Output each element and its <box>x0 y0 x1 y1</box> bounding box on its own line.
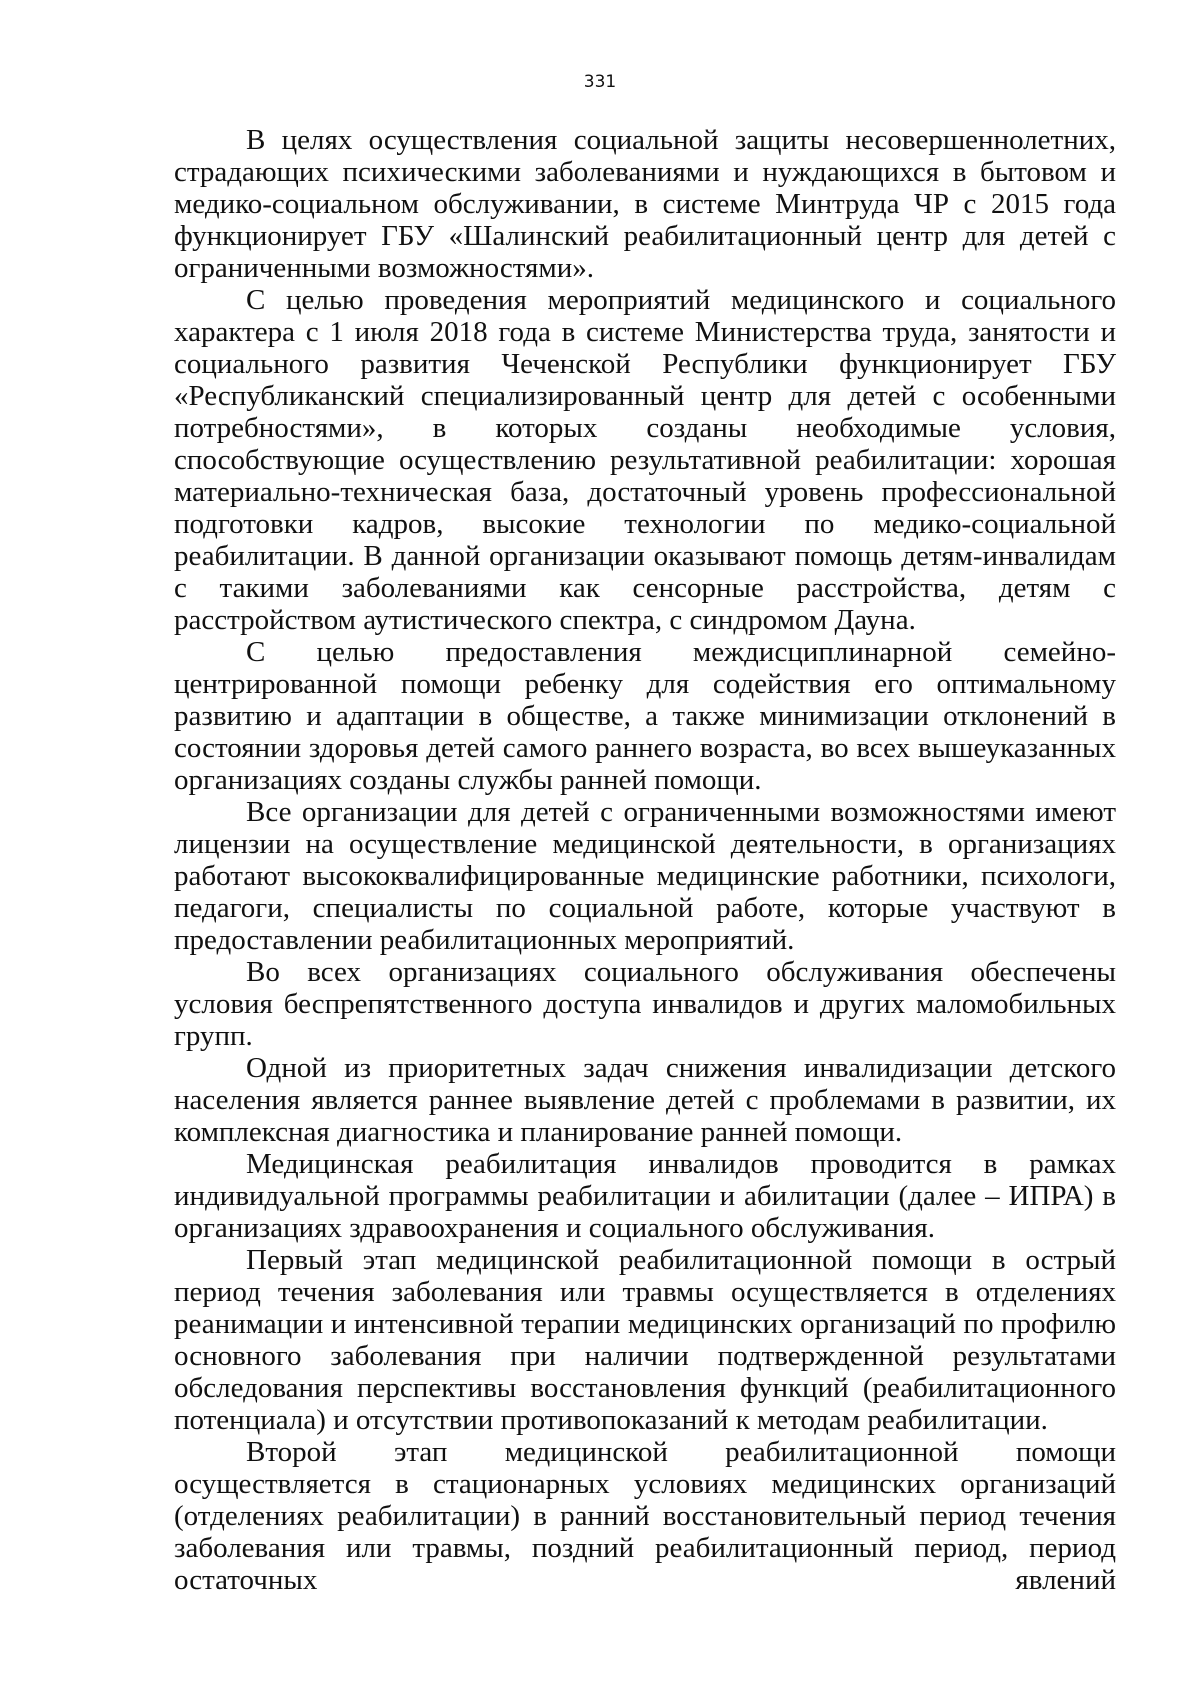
paragraph-4: Все организации для детей с ограниченными возможностями имеют лицензии на осуществление медицинской деятельности, в организациях работают высококвалифицированные медицинские работники, психологи, педагоги, специалисты по социальной работе, которые участвуют в предоставлении реабилитационных мероприятий. <box>174 796 1116 956</box>
paragraph-3: С целью предоставления междисциплинарной семейно-центрированной помощи ребенку для содействия его оптимальному развитию и адаптации в обществе, а также минимизации отклонений в состоянии здоровья детей самого раннего возраста, во всех вышеуказанных организациях созданы службы ранней помощи. <box>174 636 1116 796</box>
paragraph-8: Первый этап медицинской реабилитационной помощи в острый период течения заболевания или травмы осуществляется в отделениях реанимации и интенсивной терапии медицинских организаций по профилю основного заболевания при наличии подтвержденной результатами обследования перспективы восстановления функций (реабилитационного потенциала) и отсутствии противопоказаний к методам реабилитации. <box>174 1244 1116 1436</box>
paragraph-1: В целях осуществления социальной защиты несовершеннолетних, страдающих психическими заболеваниями и нуждающихся в бытовом и медико-социальном обслуживании, в системе Минтруда ЧР с 2015 года функционирует ГБУ «Шалинский реабилитационный центр для детей с ограниченными возможностями». <box>174 124 1116 284</box>
paragraph-9: Второй этап медицинской реабилитационной помощи осуществляется в стационарных условиях медицинских организаций (отделениях реабилитации) в ранний восстановительный период течения заболевания или травмы, поздний реабилитационный период, период остаточных явлений <box>174 1436 1116 1596</box>
document-body <box>174 124 1116 1596</box>
paragraph-2: С целью проведения мероприятий медицинского и социального характера с 1 июля 2018 года в системе Министерства труда, занятости и социального развития Чеченской Республики функционирует ГБУ «Республиканский специализированный центр для детей с особенными потребностями», в которых созданы необходимые условия, способствующие осуществлению результативной реабилитации: хорошая материально-техническая база, достаточный уровень профессиональной подготовки кадров, высокие технологии по медико-социальной реабилитации. В данной организации оказывают помощь детям-инвалидам с такими заболеваниями как сенсорные расстройства, детям с расстройством аутистического спектра, с синдромом Дауна. <box>174 284 1116 636</box>
page-number: 331 <box>583 72 617 92</box>
paragraph-7: Медицинская реабилитация инвалидов проводится в рамках индивидуальной программы реабилитации и абилитации (далее – ИПРА) в организациях здравоохранения и социального обслуживания. <box>174 1148 1116 1244</box>
paragraph-6: Одной из приоритетных задач снижения инвалидизации детского населения является раннее выявление детей с проблемами в развитии, их комплексная диагностика и планирование ранней помощи. <box>174 1052 1116 1148</box>
paragraph-5: Во всех организациях социального обслуживания обеспечены условия беспрепятственного доступа инвалидов и других маломобильных групп. <box>174 956 1116 1052</box>
